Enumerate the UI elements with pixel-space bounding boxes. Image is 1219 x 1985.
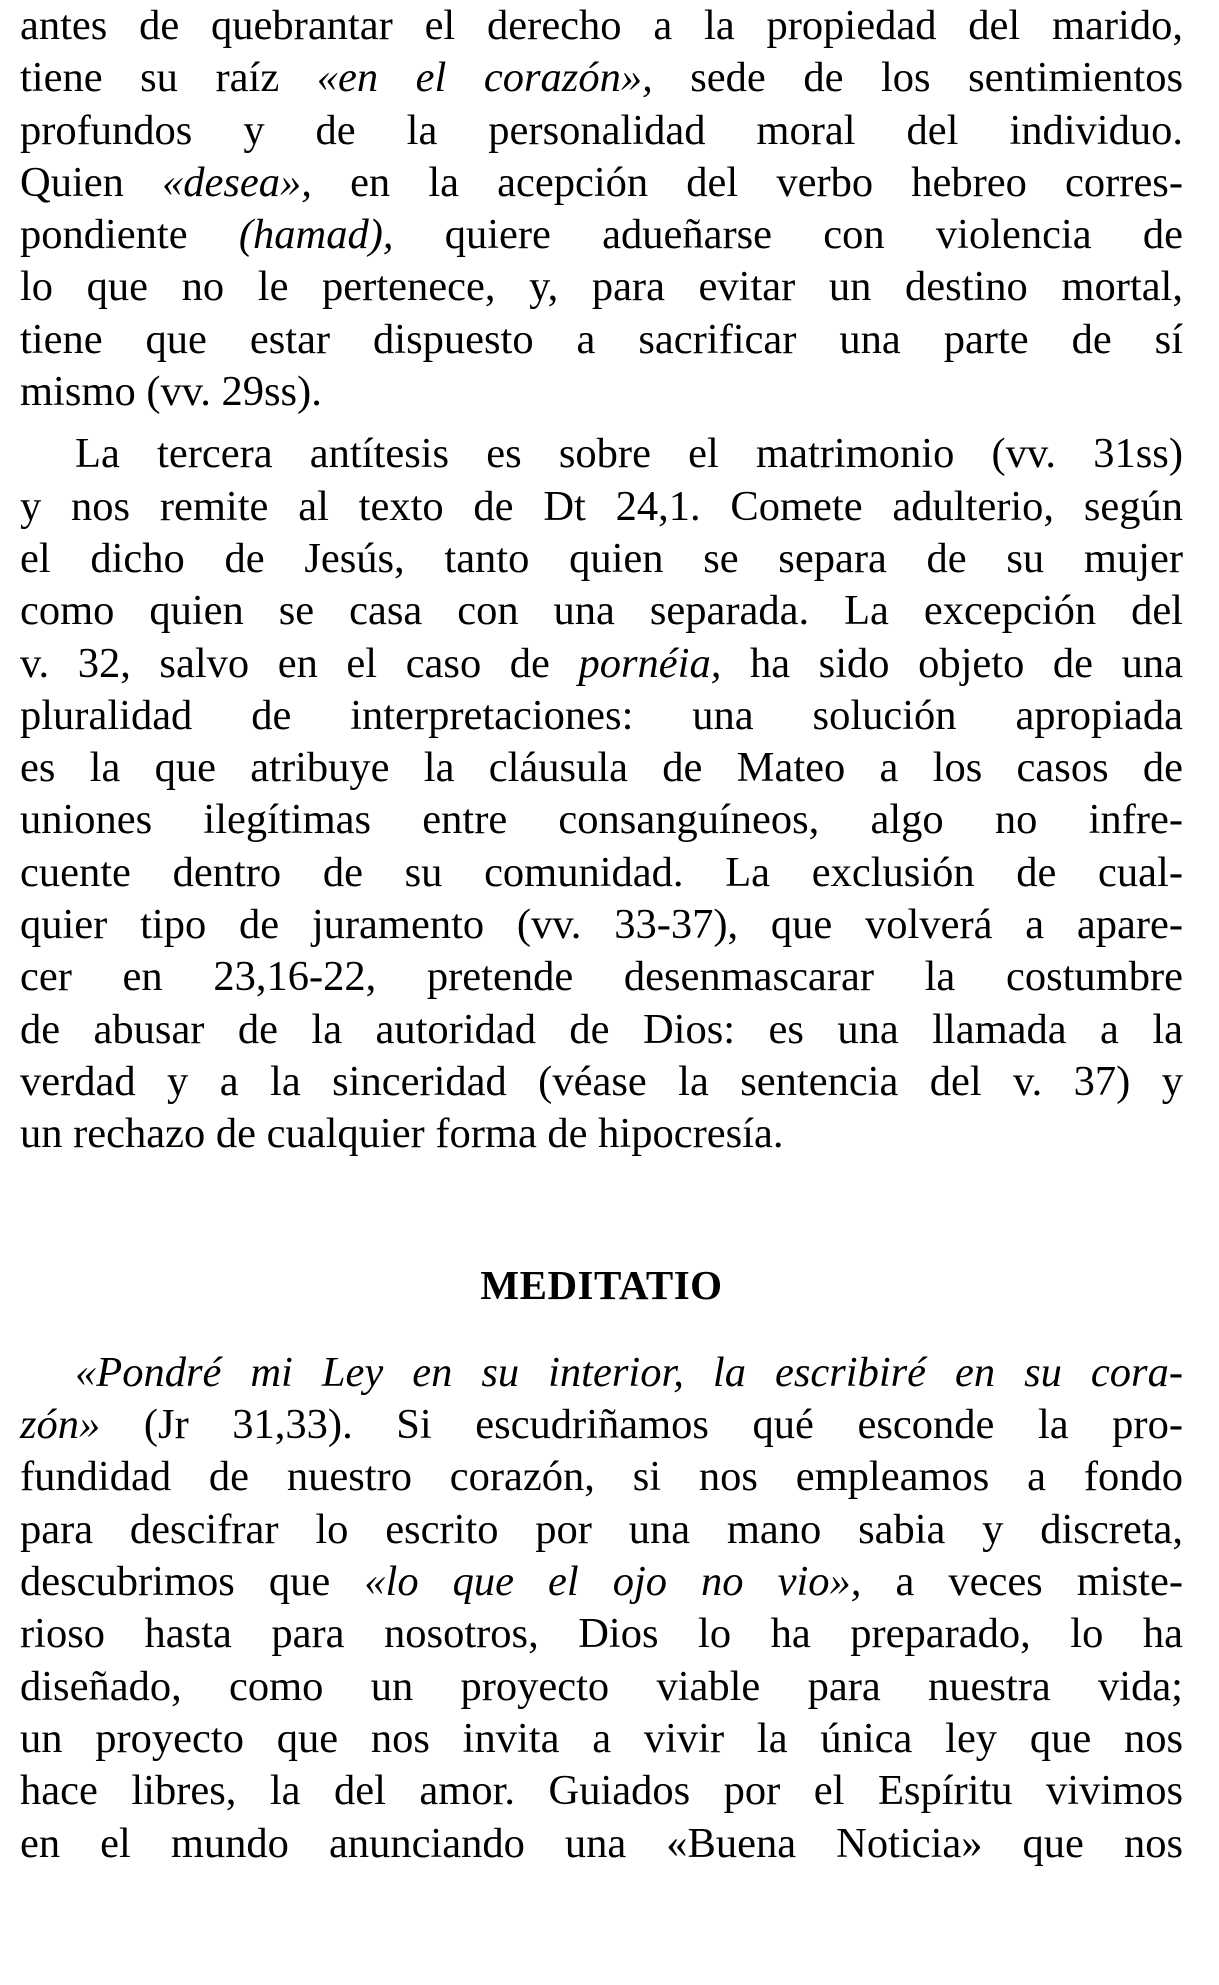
- text-line: mismo (vv. 29ss).: [20, 368, 322, 416]
- text-line: [20, 1399, 1183, 1451]
- text-line: el dicho de Jesús, tanto quien se separa de su mujer: [20, 534, 1183, 582]
- italic-quote: «desea»,: [162, 158, 312, 206]
- text-line: lo que no le pertenece, y, para evitar un destino mortal,: [20, 263, 1183, 311]
- italic-quote: «lo que el ojo no vio»,: [364, 1558, 862, 1606]
- paragraph-meditatio: [20, 1347, 1183, 1870]
- text-span: tiene su raíz: [20, 54, 317, 102]
- paragraph-commentary-1: [20, 0, 1183, 418]
- text-line: [20, 638, 1183, 690]
- text-line: y nos remite al texto de Dt 24,1. Comete adulterio, según: [20, 482, 1183, 530]
- text-line: cuente dentro de su comunidad. La exclusión de cual-: [20, 848, 1183, 896]
- text-line: es la que atribuye la cláusula de Mateo a los casos de: [20, 744, 1183, 792]
- text-line: un rechazo de cualquier forma de hipocresía.: [20, 1110, 784, 1158]
- text-line: antes de quebrantar el derecho a la propiedad del marido,: [20, 2, 1183, 49]
- text-line: profundos y de la personalidad moral del individuo.: [20, 106, 1183, 154]
- italic-term: pornéia,: [578, 639, 722, 687]
- text-line: tiene que estar dispuesto a sacrificar una parte de sí: [20, 315, 1183, 363]
- text-line: pluralidad de interpretaciones: una solución apropiada: [20, 691, 1183, 739]
- italic-quote: zón»: [20, 1401, 101, 1449]
- text-span: sede de los sentimientos: [652, 54, 1183, 102]
- text-span: pondiente: [20, 211, 239, 259]
- italic-term: (hamad),: [238, 211, 394, 259]
- text-line: quier tipo de juramento (vv. 33-37), que volverá a apare-: [20, 901, 1183, 949]
- document-page: [20, 0, 1183, 1870]
- paragraph-commentary-2: [20, 428, 1183, 1160]
- text-line: en el mundo anunciando una «Buena Noticia» que nos: [20, 1819, 1183, 1867]
- text-span: (Jr 31,33). Si escudriñamos qué esconde la pro-: [100, 1401, 1183, 1449]
- text-line: [20, 157, 1183, 209]
- text-line: para descifrar lo escrito por una mano sabia y discreta,: [20, 1505, 1183, 1553]
- section-heading: MEDITATIO: [480, 1261, 723, 1308]
- text-line: cer en 23,16-22, pretende desenmascarar la costumbre: [20, 953, 1183, 1001]
- text-line: como quien se casa con una separada. La excepción del: [20, 587, 1183, 635]
- text-line: un proyecto que nos invita a vivir la única ley que nos: [20, 1714, 1183, 1762]
- italic-quote: «en el corazón»,: [316, 54, 653, 102]
- text-line: de abusar de la autoridad de Dios: es una llamada a la: [20, 1005, 1183, 1053]
- text-line: La tercera antítesis es sobre el matrimonio (vv. 31ss): [75, 430, 1183, 478]
- text-span: v. 32, salvo en el caso de: [20, 639, 579, 687]
- text-line: [20, 1347, 1183, 1399]
- text-span: a veces miste-: [861, 1558, 1183, 1606]
- text-line: verdad y a la sinceridad (véase la sentencia del v. 37) y: [20, 1057, 1183, 1105]
- text-span: ha sido objeto de una: [721, 639, 1183, 687]
- text-line: hace libres, la del amor. Guiados por el Espíritu vivimos: [20, 1767, 1183, 1815]
- text-line: rioso hasta para nosotros, Dios lo ha preparado, lo ha: [20, 1610, 1183, 1658]
- text-span: en la acepción del verbo hebreo corres-: [311, 158, 1183, 206]
- text-span: Quien: [20, 158, 163, 206]
- text-line: diseñado, como un proyecto viable para nuestra vida;: [20, 1662, 1183, 1710]
- text-line: [20, 1556, 1183, 1608]
- text-span: quiere adueñarse con violencia de: [393, 211, 1184, 259]
- text-line: [20, 52, 1183, 104]
- text-line: fundidad de nuestro corazón, si nos empleamos a fondo: [20, 1453, 1183, 1501]
- text-line: [20, 209, 1183, 261]
- text-span: descubrimos que: [20, 1558, 365, 1606]
- text-line: uniones ilegítimas entre consanguíneos, algo no infre-: [20, 796, 1183, 844]
- italic-quote: «Pondré mi Ley en su interior, la escribiré en su cora-: [75, 1348, 1183, 1396]
